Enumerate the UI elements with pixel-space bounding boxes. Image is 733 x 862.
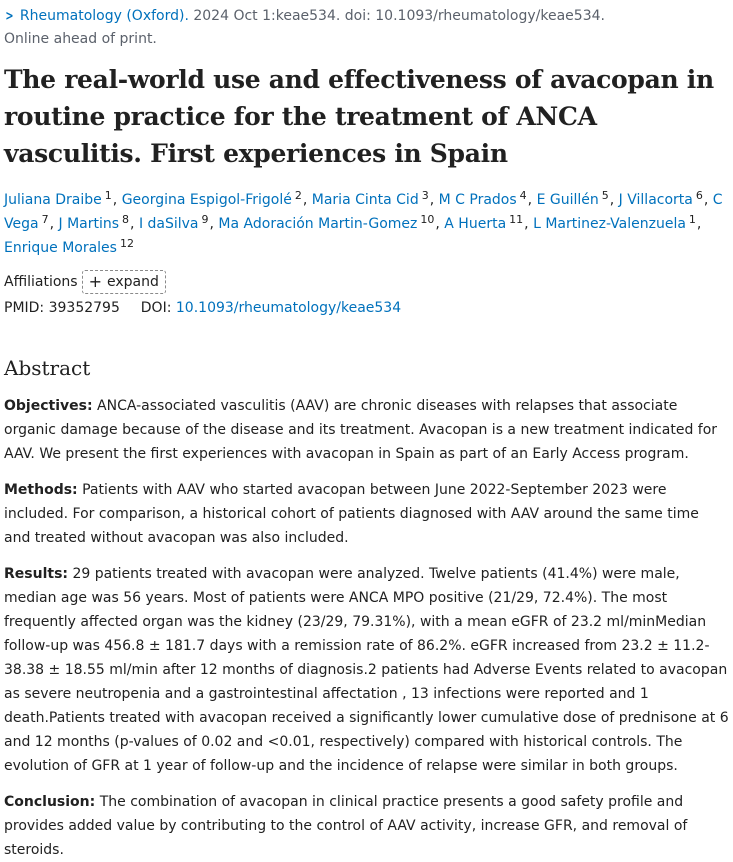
abstract-heading: Abstract xyxy=(4,356,91,380)
doi-label: DOI: xyxy=(140,300,172,316)
section-label: Results: xyxy=(4,566,68,582)
author-link[interactable]: M C Prados xyxy=(438,192,517,208)
chevron-right-icon[interactable]: > xyxy=(5,9,14,24)
section-text: Patients with AAV who started avacopan between June 2022-September 2023 were included. For comparison, a historical cohort of patients diagnosed with AAV around the same time and treated without avacopan was also included. xyxy=(4,482,699,546)
pmid-value: 39352795 xyxy=(48,300,120,316)
section-text: 29 patients treated with avacopan were analyzed. Twelve patients (41.4%) were male, median age was 56 years. Most of patients were ANCA MPO positive (21/29, 72.4%). The most frequently affected organ was the kidney (23/29, 79.31%), with a mean eGFR of 23.2 ml/minMedian follow-up was 456.8 ± 181.7 days with a remission rate of 86.2%. eGFR increased from 23.2 ± 11.2-38.38 ± 18.55 ml/min after 12 months of diagnosis.2 patients had Adverse Events related to avacopan as severe neutropenia and a gastrointestinal affectation , 13 infections were reported and 1 death.Patients treated with avacopan received a significantly lower cumulative dose of prednisone at 6 and 12 months (p-values of 0.02 and <0.01, respectively) compared with historical controls. The evolution of GFR at 1 year of follow-up and the incidence of relapse were similar in both groups. xyxy=(4,566,729,774)
author-link[interactable]: C Vega xyxy=(4,192,723,232)
author-link[interactable]: Juliana Draibe xyxy=(4,192,102,208)
author-link[interactable]: A Huerta xyxy=(444,216,507,232)
article-page xyxy=(0,6,733,862)
plus-icon: + xyxy=(88,272,102,291)
publication-status: Online ahead of print. xyxy=(4,31,157,47)
author-link[interactable]: E Guillén xyxy=(536,192,599,208)
expand-label: expand xyxy=(107,274,159,290)
section-label: Objectives: xyxy=(4,398,93,414)
author-link[interactable]: L Martinez-Valenzuela xyxy=(533,216,686,232)
section-label: Conclusion: xyxy=(4,794,96,810)
author-link[interactable]: J Villacorta xyxy=(618,192,693,208)
article-title: The real-world use and effectiveness of avacopan in routine practice for the treatment of ANCA vasculitis. First experiences in Spain xyxy=(4,65,714,168)
affiliation-number[interactable]: 11 xyxy=(509,213,524,226)
affiliations-label: Affiliations xyxy=(4,274,78,290)
affiliation-number[interactable]: 7 xyxy=(41,213,49,226)
author-link[interactable]: Ma Adoración Martin-Gomez xyxy=(218,216,418,232)
affiliation-number[interactable]: 2 xyxy=(294,189,302,202)
author-list: Juliana Draibe $^1$, Georgina Espigol-Frigolé $^2$, Maria Cinta Cid $^3$, M C Prados $^4$, E Guillén $^5$, J Villacorta $^6$, C Vega $^7$, J Martins $^8$, I daSilva $^9$, Ma Adoración Martin-Gomez $^{10}$, A Huerta $^{11}$, L Martinez-Valenzuela $^1$, Enrique Morales $^{12}$ xyxy=(4,189,723,256)
affiliation-number[interactable]: 3 xyxy=(421,189,429,202)
affiliation-number[interactable]: 10 xyxy=(420,213,435,226)
affiliation-number[interactable]: 12 xyxy=(119,237,134,250)
author-link[interactable]: Georgina Espigol-Frigolé xyxy=(121,192,292,208)
author-link[interactable]: Enrique Morales xyxy=(4,240,117,256)
abstract-section xyxy=(4,790,729,862)
pmid-label: PMID: xyxy=(4,300,45,316)
affiliation-number[interactable]: 1 xyxy=(104,189,112,202)
abstract-section xyxy=(4,562,729,778)
doi-link[interactable]: 10.1093/rheumatology/keae534 xyxy=(175,300,402,316)
affiliation-number[interactable]: 8 xyxy=(122,213,130,226)
affiliation-number[interactable]: 6 xyxy=(695,189,703,202)
section-label: Methods: xyxy=(4,482,78,498)
citation-details: 2024 Oct 1:keae534. doi: 10.1093/rheumatology/keae534. xyxy=(188,8,605,24)
affiliation-number[interactable]: 1 xyxy=(688,213,696,226)
affiliations-row xyxy=(4,270,729,294)
affiliation-number[interactable]: 5 xyxy=(601,189,609,202)
citation-line xyxy=(4,6,729,27)
affiliation-number[interactable]: 9 xyxy=(201,213,209,226)
abstract-body xyxy=(4,394,729,862)
journal-link[interactable]: Rheumatology (Oxford). xyxy=(19,8,189,24)
author-link[interactable]: Maria Cinta Cid xyxy=(311,192,419,208)
author-link[interactable]: I daSilva xyxy=(138,216,199,232)
affiliation-number[interactable]: 4 xyxy=(519,189,527,202)
abstract-section xyxy=(4,478,729,550)
identifiers xyxy=(4,298,729,318)
abstract-section xyxy=(4,394,729,466)
section-text: The combination of avacopan in clinical practice presents a good safety profile and provides added value by contributing to the control of AAV activity, increase GFR, and removal of steroids. xyxy=(4,794,688,858)
author-link[interactable]: J Martins xyxy=(58,216,120,232)
expand-affiliations-button[interactable] xyxy=(82,270,166,294)
section-text: ANCA-associated vasculitis (AAV) are chronic diseases with relapses that associate organic damage because of the disease and its treatment. Avacopan is a new treatment indicated for AAV. We present the first experiences with avacopan in Spain as part of an Early Access program. xyxy=(4,398,718,462)
